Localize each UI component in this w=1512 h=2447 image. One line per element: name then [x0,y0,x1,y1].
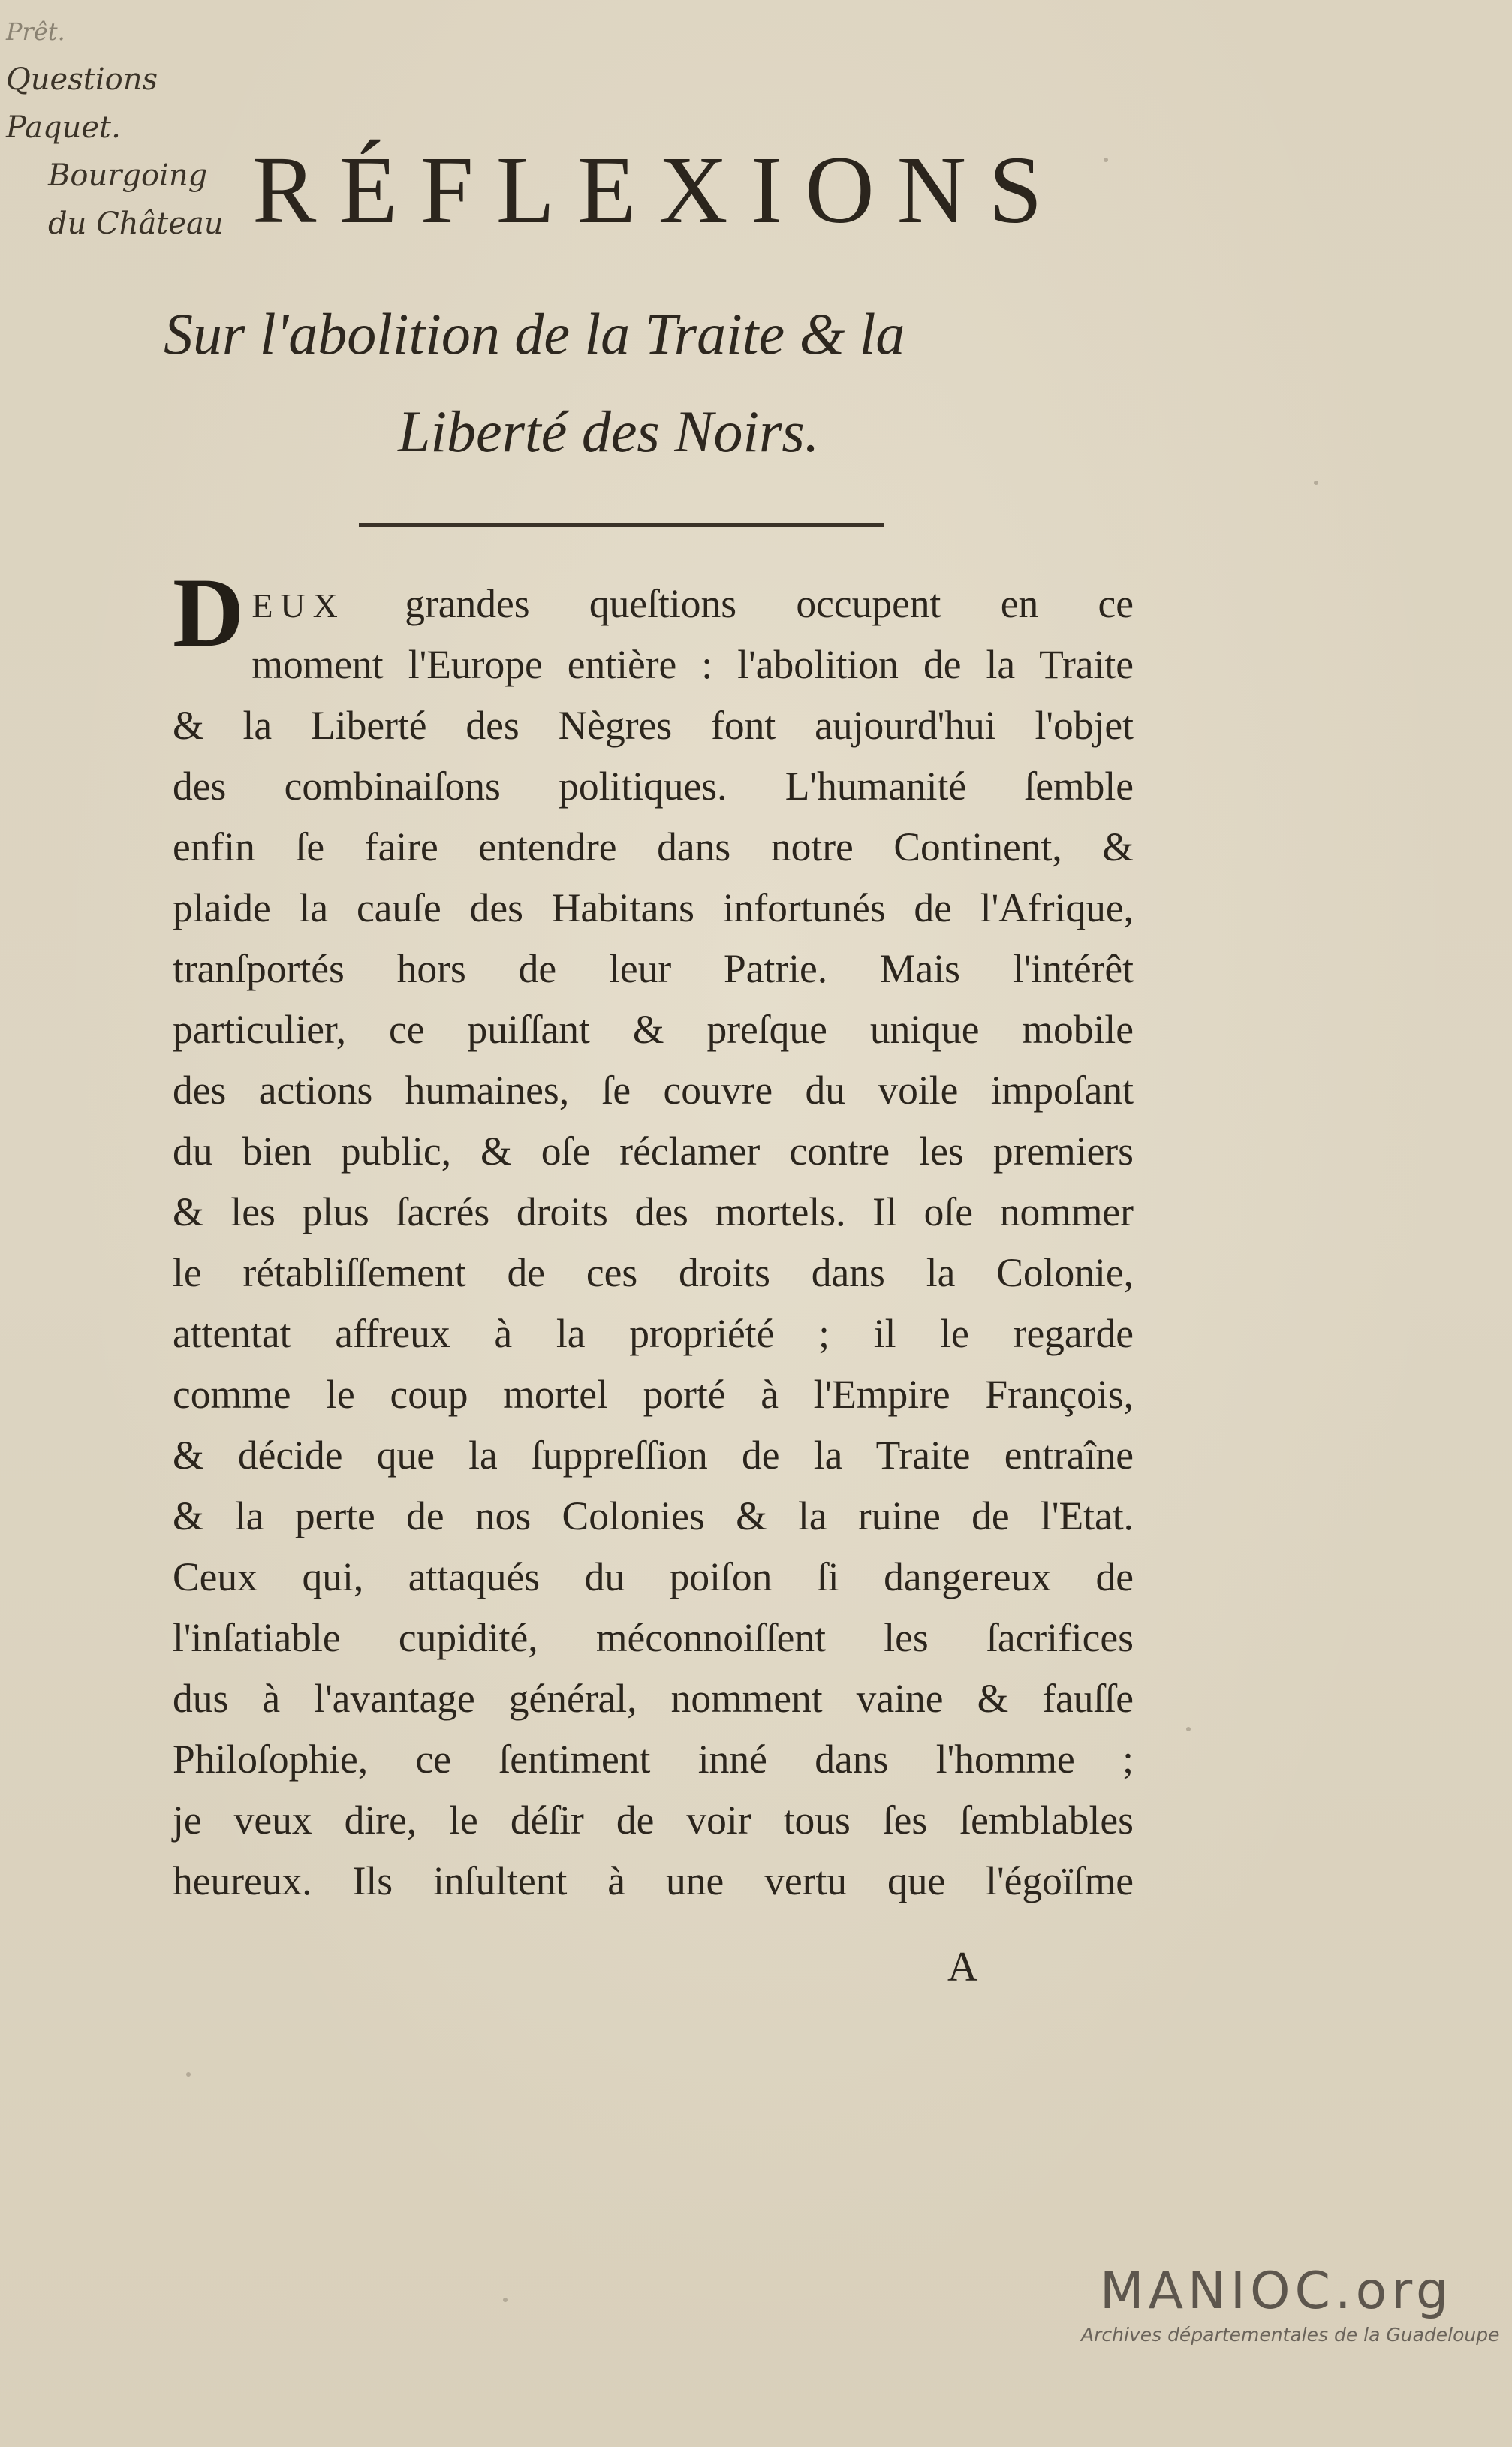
body-line: enfin ſe faire entendre dans notre Continent, & [173,824,1134,869]
margin-note-line: Paquet. [6,110,121,145]
margin-note-line: Prêt. [6,17,65,46]
body-line: l'inſatiable cupidité, méconnoiſſent les ſacrifices [173,1615,1134,1660]
body-line: & décide que la ſuppreſſion de la Traite entraîne [173,1433,1134,1478]
manioc-logo: MANIOC.org [1099,2262,1453,2321]
archive-caption: Archives départementales de la Guadeloupe [1081,2324,1500,2346]
signature-mark: A [947,1944,978,1990]
body-line [173,574,1134,634]
first-word-smallcaps: EUX [251,586,345,625]
body-line: tranſportés hors de leur Patrie. Mais l'intérêt [173,946,1134,991]
document-subtitle-line-1: Sur l'abolition de la Traite & la [164,301,905,366]
body-line: plaide la cauſe des Habitans infortunés de l'Afrique, [173,885,1134,930]
body-line: & la Liberté des Nègres font aujourd'hui l'objet [173,703,1134,748]
body-line: & les plus ſacrés droits des mortels. Il oſe nommer [173,1189,1134,1234]
margin-note-line: Bourgoing [48,158,208,193]
body-line-text: grandes queſtions occupent en ce [405,581,1134,626]
body-line: attentat affreux à la propriété ; il le regarde [173,1311,1134,1356]
body-line: & la perte de nos Colonies & la ruine de l'Etat. [173,1493,1134,1538]
body-line: comme le coup mortel porté à l'Empire François, [173,1372,1134,1417]
paper-speck [1314,481,1318,485]
body-text [173,557,1134,1912]
body-line: du bien public, & oſe réclamer contre les premiers [173,1129,1134,1174]
paper-speck [186,2072,191,2077]
body-line: moment l'Europe entière : l'abolition de la Traite [251,642,1134,687]
body-line: des combinaiſons politiques. L'humanité ſemble [173,764,1134,809]
document-title: RÉFLEXIONS [252,137,1065,243]
body-line: Philoſophie, ce ſentiment inné dans l'homme ; [173,1737,1134,1782]
body-line: heureux. Ils inſultent à une vertu que l'égoïſme [173,1858,1134,1903]
body-line: des actions humaines, ſe couvre du voile impoſant [173,1068,1134,1113]
margin-note-line: Questions [6,62,158,97]
handwritten-margin-note [6,8,224,248]
paper-speck [1186,1727,1191,1731]
body-line: Ceux qui, attaqués du poiſon ſi dangereux de [173,1554,1134,1599]
body-line: dus à l'avantage général, nomment vaine & fauſſe [173,1676,1134,1721]
document-subtitle-line-2: Liberté des Noirs. [398,399,820,464]
title-divider-rule [359,523,884,529]
margin-note-line: du Château [48,206,224,241]
body-line: particulier, ce puiſſant & preſque unique mobile [173,1007,1134,1052]
body-line: le rétabliſſement de ces droits dans la Colonie, [173,1250,1134,1295]
manioc-watermark [1081,2262,1500,2346]
paper-speck [1104,158,1108,162]
body-line: je veux dire, le déſir de voir tous ſes ſemblables [173,1798,1134,1843]
paper-speck [503,2298,508,2302]
drop-cap: D [173,557,245,668]
